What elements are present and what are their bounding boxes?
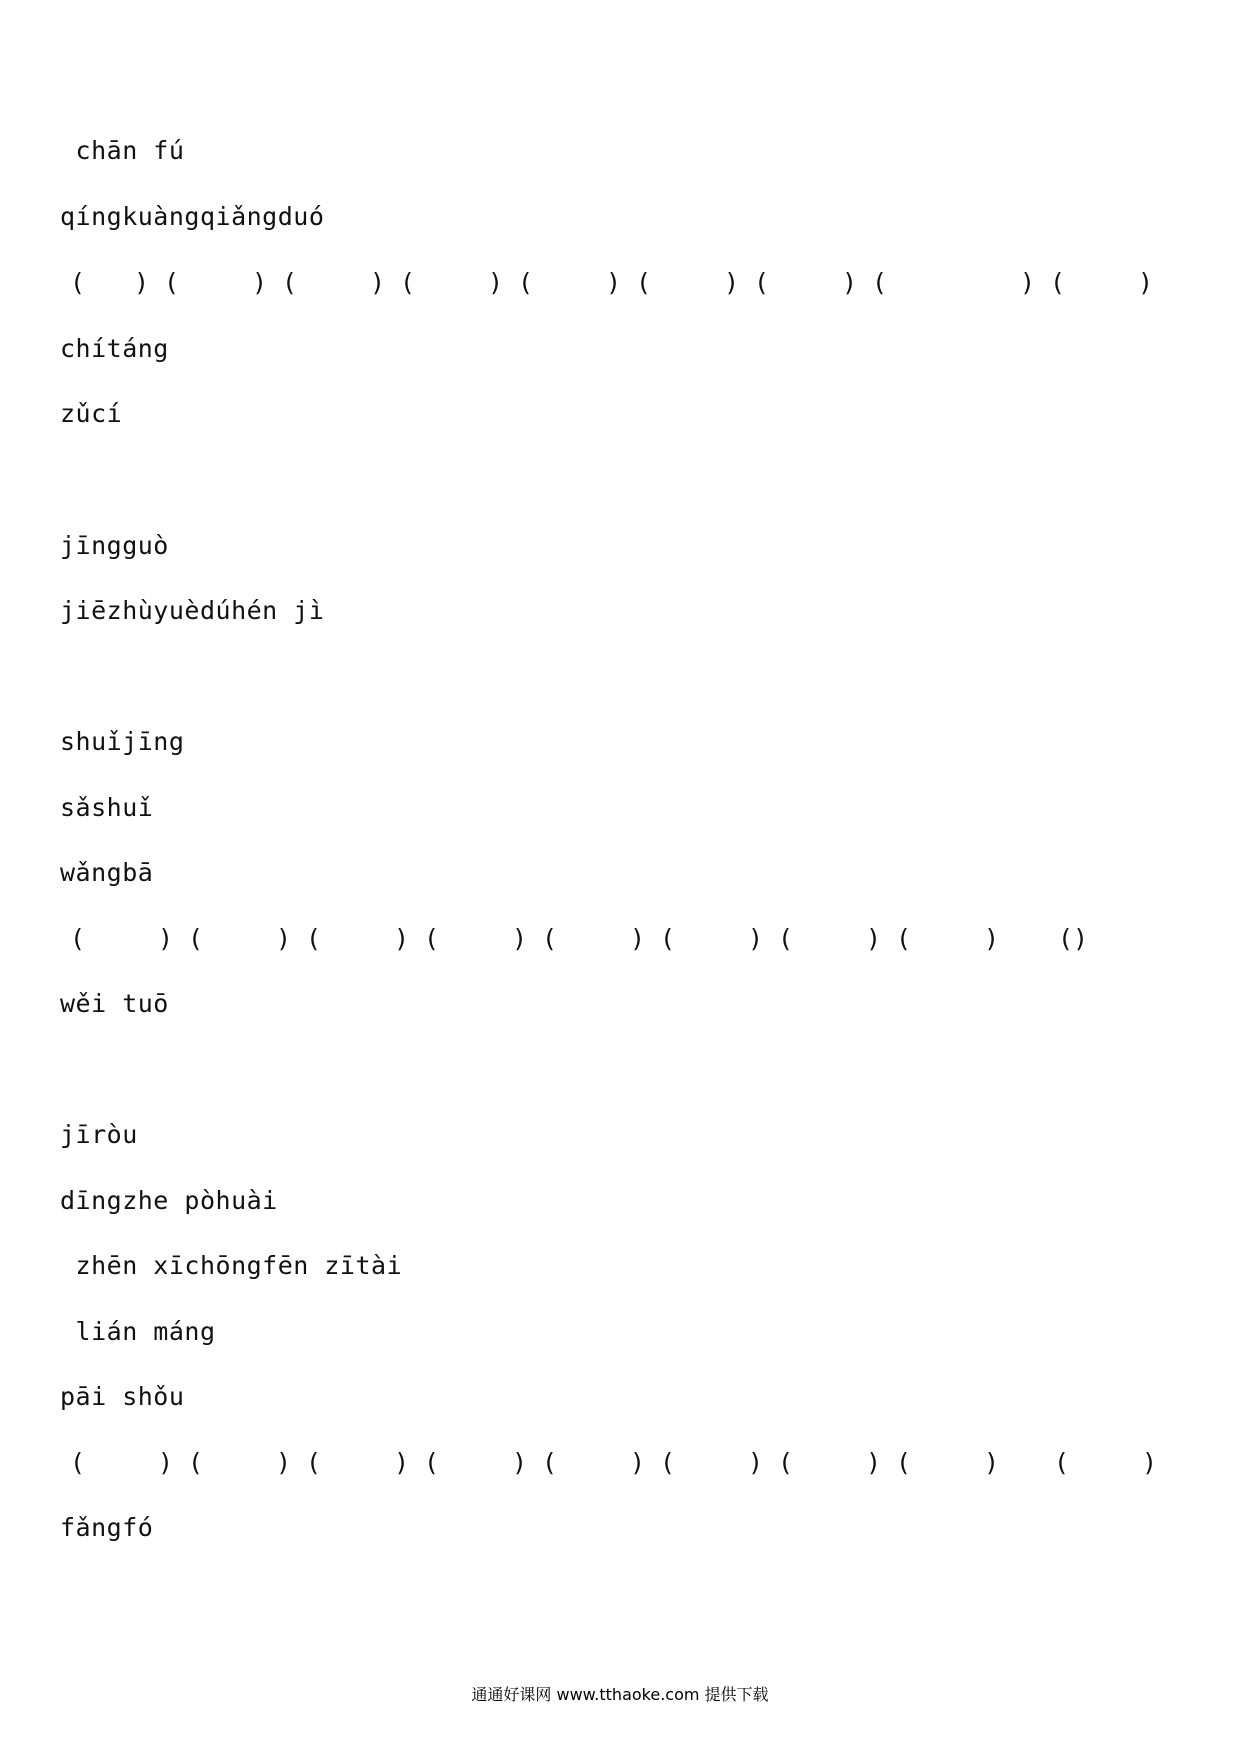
bracket-close: ) bbox=[866, 1448, 882, 1477]
pinyin-line-10: wěi tuō bbox=[60, 989, 169, 1018]
bracket-close: ) bbox=[276, 1448, 292, 1477]
bracket-close: ) bbox=[984, 924, 1000, 953]
bracket-open: ( bbox=[164, 268, 180, 297]
bracket-open: ( bbox=[754, 268, 770, 297]
bracket-open: ( bbox=[188, 1448, 204, 1477]
bracket-close: ) bbox=[1020, 268, 1036, 297]
bracket-close: ) bbox=[630, 924, 646, 953]
pinyin-line-11: jīròu bbox=[60, 1120, 138, 1149]
bracket-close: ) bbox=[488, 268, 504, 297]
pinyin-line-4: zǔcí bbox=[60, 399, 123, 428]
bracket-close: ) bbox=[158, 924, 174, 953]
answer-brackets-row-2 bbox=[70, 924, 1180, 954]
bracket-close: ) bbox=[158, 1448, 174, 1477]
bracket-close: ) bbox=[748, 924, 764, 953]
bracket-close: ) bbox=[724, 268, 740, 297]
bracket-open: ( bbox=[306, 1448, 322, 1477]
footer-download-notice: 通通好课网 www.tthaoke.com 提供下载 bbox=[471, 1685, 769, 1704]
bracket-close: ) bbox=[370, 268, 386, 297]
pinyin-line-8: sǎshuǐ bbox=[60, 793, 154, 822]
bracket-open: ( bbox=[872, 268, 888, 297]
pinyin-line-2: qíngkuàngqiǎngduó bbox=[60, 202, 325, 231]
bracket-open: ( bbox=[282, 268, 298, 297]
pinyin-line-15: pāi shǒu bbox=[60, 1382, 185, 1411]
bracket-open: ( bbox=[70, 1448, 86, 1477]
pinyin-line-12: dīngzhe pòhuài bbox=[60, 1186, 278, 1215]
bracket-open: ( bbox=[542, 924, 558, 953]
bracket-open: ( bbox=[188, 924, 204, 953]
answer-brackets-row-3 bbox=[70, 1448, 1180, 1478]
pinyin-line-16: fǎngfó bbox=[60, 1513, 154, 1542]
bracket-close: ) bbox=[630, 1448, 646, 1477]
pinyin-line-14: lián máng bbox=[60, 1317, 216, 1346]
pinyin-line-5: jīngguò bbox=[60, 531, 169, 560]
bracket-open: ( bbox=[70, 268, 86, 297]
bracket-open: ( bbox=[896, 1448, 912, 1477]
pinyin-line-9: wǎngbā bbox=[60, 858, 154, 887]
bracket-open: ( bbox=[400, 268, 416, 297]
pinyin-line-13: zhēn xīchōngfēn zītài bbox=[60, 1251, 403, 1280]
bracket-close: ) bbox=[606, 268, 622, 297]
bracket-close: ) bbox=[134, 268, 150, 297]
bracket-open: ( bbox=[1054, 1448, 1070, 1477]
bracket-open: ( bbox=[542, 1448, 558, 1477]
bracket-open: ( bbox=[424, 1448, 440, 1477]
pinyin-line-6: jiēzhùyuèdúhén jì bbox=[60, 596, 325, 625]
bracket-close: ) bbox=[276, 924, 292, 953]
bracket-close: ) bbox=[866, 924, 882, 953]
bracket-open: ( bbox=[778, 924, 794, 953]
bracket-close: ) bbox=[394, 1448, 410, 1477]
bracket-open: ( bbox=[660, 1448, 676, 1477]
bracket-open: ( bbox=[1050, 268, 1066, 297]
bracket-close: ) bbox=[984, 1448, 1000, 1477]
bracket-open: ( bbox=[660, 924, 676, 953]
bracket-close: ) bbox=[748, 1448, 764, 1477]
pinyin-line-7: shuǐjīng bbox=[60, 727, 185, 756]
answer-brackets-row-1 bbox=[70, 268, 1180, 298]
bracket-pair-empty: () bbox=[1058, 924, 1089, 953]
bracket-open: ( bbox=[636, 268, 652, 297]
bracket-close: ) bbox=[842, 268, 858, 297]
bracket-close: ) bbox=[1138, 268, 1154, 297]
bracket-open: ( bbox=[306, 924, 322, 953]
pinyin-line-1: chān fú bbox=[60, 136, 185, 165]
bracket-open: ( bbox=[70, 924, 86, 953]
bracket-close: ) bbox=[512, 1448, 528, 1477]
bracket-close: ) bbox=[1142, 1448, 1158, 1477]
bracket-open: ( bbox=[896, 924, 912, 953]
bracket-close: ) bbox=[252, 268, 268, 297]
bracket-close: ) bbox=[512, 924, 528, 953]
bracket-open: ( bbox=[518, 268, 534, 297]
pinyin-line-3: chítáng bbox=[60, 334, 169, 363]
bracket-open: ( bbox=[778, 1448, 794, 1477]
bracket-close: ) bbox=[394, 924, 410, 953]
bracket-open: ( bbox=[424, 924, 440, 953]
